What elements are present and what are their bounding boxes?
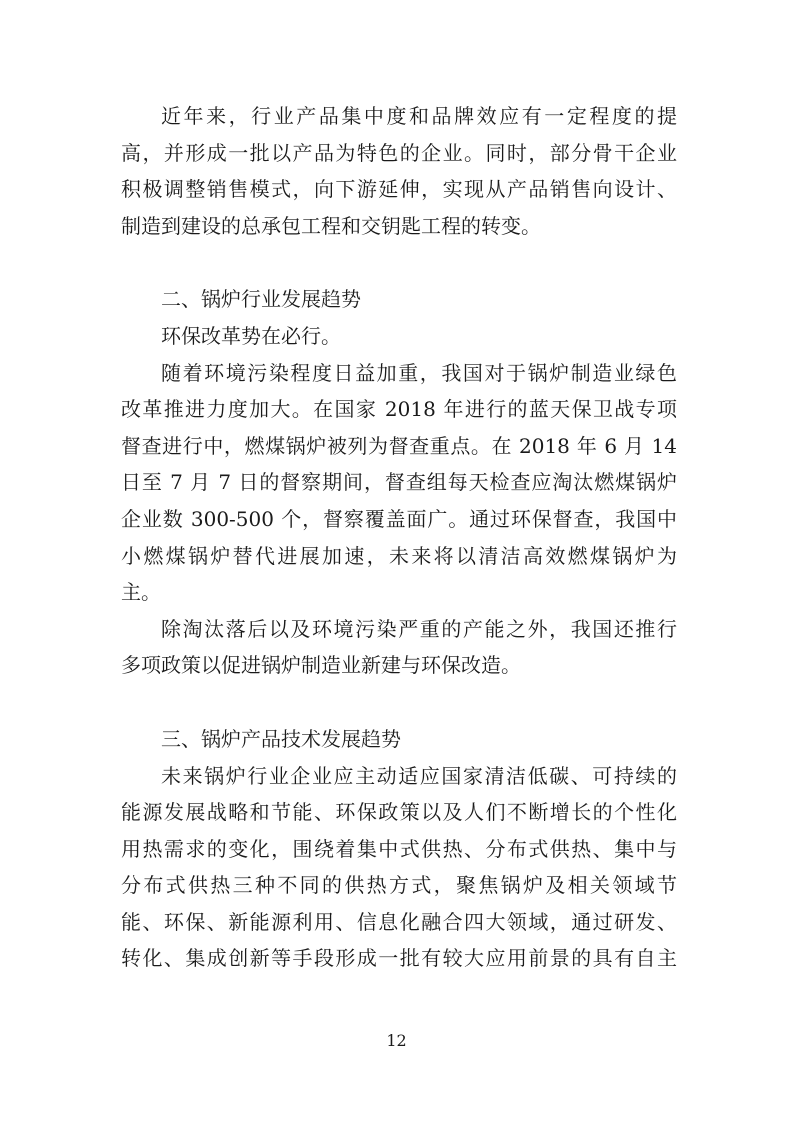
text-line: 企业数 300-500 个，督察覆盖面广。通过环保督查，我国中 <box>121 506 677 531</box>
text-line: 日至 7 月 7 日的督察期间，督查组每天检查应淘汰燃煤锅炉 <box>121 470 677 495</box>
paragraph-environmental-reform: 环保改革势在必行。 <box>161 323 341 348</box>
text-line: 督查进行中，燃煤锅炉被列为督查重点。在 2018 年 6 月 14 <box>121 433 677 458</box>
text-line: 多项政策以促进锅炉制造业新建与环保改造。 <box>121 653 521 678</box>
text-line: 主。 <box>121 580 161 605</box>
paragraph-future-development <box>121 758 677 978</box>
text-line: 未来锅炉行业企业应主动适应国家清洁低碳、可持续的 <box>161 763 677 788</box>
text-line: 改革推进力度加大。在国家 2018 年进行的蓝天保卫战专项 <box>121 397 677 422</box>
section-heading-boiler-industry-trends: 二、锅炉行业发展趋势 <box>161 287 361 312</box>
text-line: 分布式供热三种不同的供热方式，聚焦锅炉及相关领域节 <box>121 873 677 898</box>
document-body <box>121 98 677 977</box>
paragraph-industry-concentration <box>121 98 677 244</box>
text-line: 转化、集成创新等手段形成一批有较大应用前景的具有自主 <box>121 946 677 971</box>
page-number: 12 <box>386 1031 407 1050</box>
section-heading-boiler-technology-trends: 三、锅炉产品技术发展趋势 <box>161 726 401 751</box>
text-line: 制造到建设的总承包工程和交钥匙工程的转变。 <box>121 213 541 238</box>
text-line: 高，并形成一批以产品为特色的企业。同时，部分骨干企业 <box>121 140 677 165</box>
text-line: 能源发展战略和节能、环保政策以及人们不断增长的个性化 <box>121 800 677 825</box>
text-line: 近年来，行业产品集中度和品牌效应有一定程度的提 <box>161 104 677 128</box>
text-line: 除淘汰落后以及环境污染严重的产能之外，我国还推行 <box>161 616 677 641</box>
paragraph-policy-promotion <box>121 611 677 684</box>
text-line: 小燃煤锅炉替代进展加速，未来将以清洁高效燃煤锅炉为 <box>121 543 677 568</box>
paragraph-spacer <box>121 244 677 281</box>
paragraph-pollution-inspection <box>121 355 677 611</box>
paragraph-spacer <box>121 684 677 721</box>
text-line: 随着环境污染程度日益加重，我国对于锅炉制造业绿色 <box>161 360 677 385</box>
text-line: 能、环保、新能源利用、信息化融合四大领域，通过研发、 <box>121 909 677 934</box>
text-line: 积极调整销售模式，向下游延伸，实现从产品销售向设计、 <box>121 177 677 202</box>
text-line: 用热需求的变化，围绕着集中式供热、分布式供热、集中与 <box>121 836 677 861</box>
